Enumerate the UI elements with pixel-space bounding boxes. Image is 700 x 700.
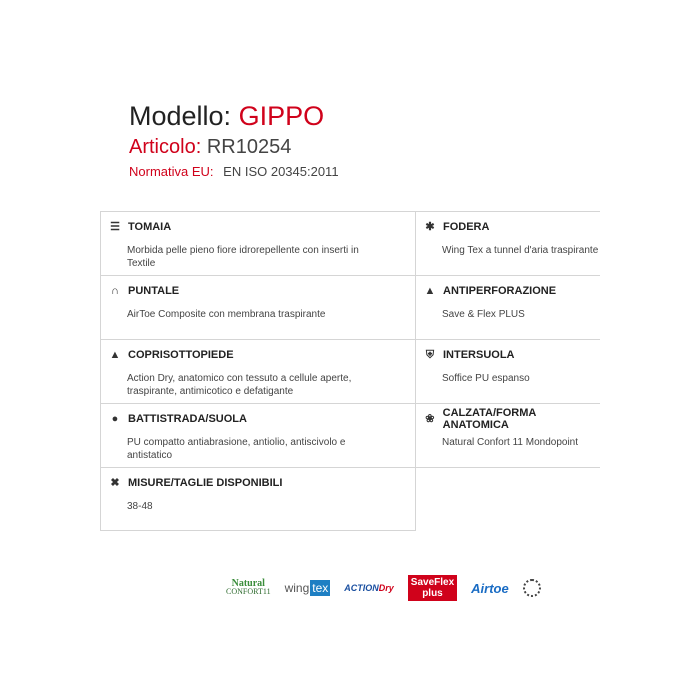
- spec-desc: Wing Tex a tunnel d'aria traspirante: [442, 245, 599, 256]
- spec-title: COPRISOTTOPIEDE: [128, 349, 234, 361]
- brand-logos: [226, 573, 555, 603]
- spec-row: [100, 276, 600, 340]
- spec-row: [100, 340, 600, 404]
- natural-confort-logo: [226, 580, 271, 596]
- spec-desc: Morbida pelle pieno fiore idrorepellente con inserti in Textile: [127, 245, 359, 269]
- logo-text: plus: [422, 588, 443, 599]
- arrows-icon: ✖: [110, 477, 120, 489]
- spec-puntale: [100, 276, 416, 339]
- spec-calzata: [416, 404, 600, 467]
- spec-battistrada: [100, 404, 416, 467]
- spec-table: [100, 211, 600, 531]
- spec-desc: Soffice PU espanso: [442, 373, 530, 384]
- spec-title: BATTISTRADA/SUOLA: [128, 413, 247, 425]
- model-value: GIPPO: [238, 101, 325, 131]
- saveflex-logo: [408, 575, 457, 601]
- logo-text: ACTION: [344, 583, 379, 593]
- logo-text: tex: [312, 581, 329, 595]
- shield-icon: ⛨: [425, 349, 435, 361]
- spec-desc: AirToe Composite con membrana traspirante: [127, 309, 326, 320]
- spec-fodera: [416, 212, 600, 275]
- norm-value: EN ISO 20345:2011: [223, 164, 339, 179]
- spec-title: PUNTALE: [128, 285, 180, 297]
- article-value: RR10254: [206, 136, 292, 158]
- logo-text: CONFORT11: [226, 587, 271, 596]
- airtoe-logo: [471, 581, 509, 596]
- spec-desc: 38-48: [127, 501, 153, 512]
- layers-icon: ☰: [110, 221, 120, 233]
- leaf-icon: ❀: [425, 413, 435, 425]
- model-line: [129, 100, 339, 132]
- spec-title: FODERA: [443, 221, 490, 233]
- certification-icon: [523, 579, 541, 597]
- drop-icon: ●: [111, 413, 119, 425]
- model-label: Modello:: [129, 101, 232, 131]
- actiondry-logo: [344, 583, 394, 593]
- spec-row: [100, 404, 600, 468]
- wingtex-logo: [285, 580, 331, 596]
- spec-title: MISURE/TAGLIE DISPONIBILI: [128, 477, 283, 489]
- spec-title: ANTIPERFORAZIONE: [443, 285, 557, 297]
- spec-desc: Action Dry, anatomico con tessuto a cellule aperte, traspirante, antimicotico e defatigante: [127, 373, 352, 397]
- spec-antiperforazione: [416, 276, 600, 339]
- spec-row: [100, 211, 600, 276]
- spec-row: [100, 468, 600, 531]
- logo-text: Airtoe: [471, 580, 509, 596]
- empty-cell: [416, 468, 600, 531]
- spec-desc: Natural Confort 11 Mondopoint: [442, 437, 579, 448]
- spec-desc: Save & Flex PLUS: [442, 309, 525, 320]
- spec-title: TOMAIA: [128, 221, 172, 233]
- logo-text: SaveFlex: [410, 577, 455, 588]
- spec-misure: [100, 468, 416, 531]
- spec-desc: PU compatto antiabrasione, antiolio, antiscivolo e antistatico: [127, 437, 346, 461]
- spec-tomaia: [100, 212, 416, 275]
- norm-label: Normativa EU:: [129, 164, 214, 179]
- spec-intersuola: [416, 340, 600, 403]
- article-line: [129, 134, 339, 160]
- spec-title: CALZATA/FORMA ANATOMICA: [442, 407, 536, 431]
- asterisk-icon: ✱: [425, 221, 435, 233]
- product-header: [129, 100, 339, 182]
- logo-text: wing: [284, 581, 310, 595]
- warning-icon: ▲: [424, 285, 436, 297]
- spec-coprisottopiede: [100, 340, 416, 403]
- spec-title: INTERSUOLA: [443, 349, 515, 361]
- logo-text: Dry: [378, 583, 394, 593]
- warning-icon: ▲: [109, 349, 121, 361]
- norm-line: [129, 162, 339, 182]
- magnet-icon: ∩: [111, 285, 119, 297]
- article-label: Articolo:: [129, 136, 202, 158]
- logo-text: Natural: [231, 578, 265, 589]
